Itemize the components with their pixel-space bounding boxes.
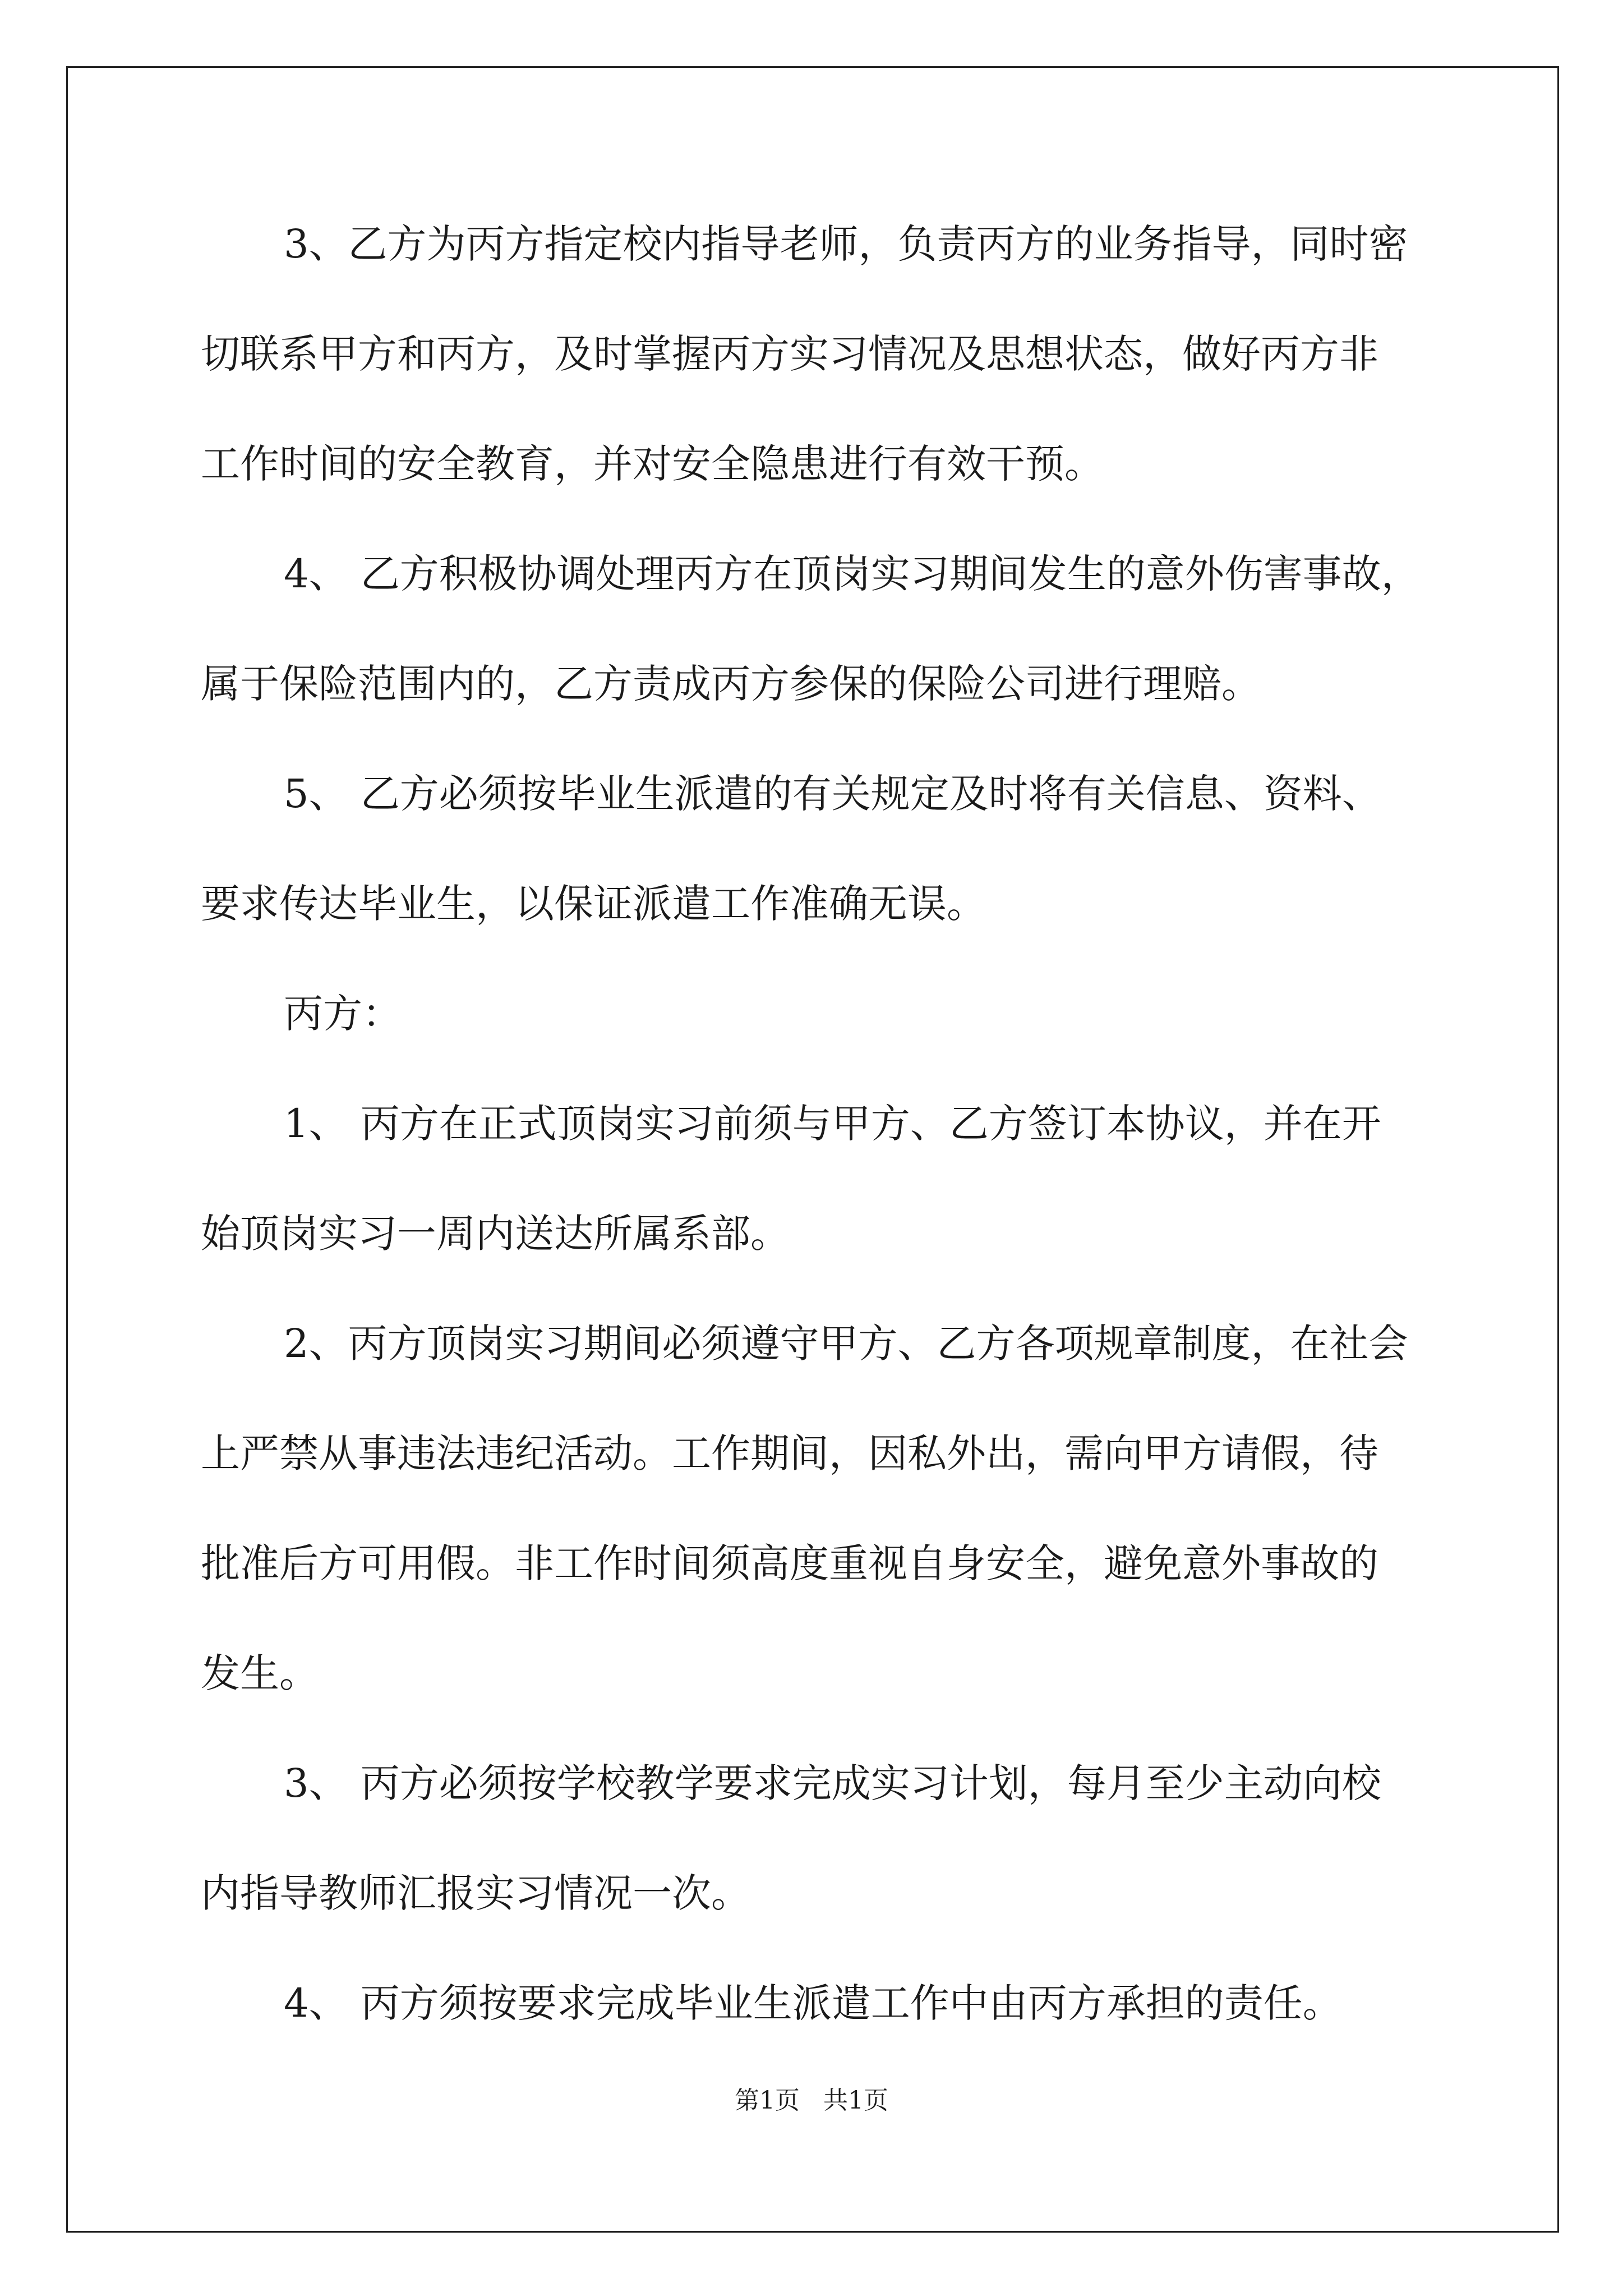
paragraph-line: 2、丙方顶岗实习期间必须遵守甲方、乙方各项规章制度，在社会 — [284, 1320, 1408, 1366]
document-body — [201, 221, 1429, 2093]
page-number-footer: 第1页 共1页 — [735, 2086, 888, 2115]
paragraph-line: 切联系甲方和丙方，及时掌握丙方实习情况及思想状态，做好丙方非 — [201, 331, 1378, 377]
paragraph-line: 4、 乙方积极协调处理丙方在顶岗实习期间发生的意外伤害事故， — [284, 551, 1421, 597]
paragraph-line: 批准后方可用假。非工作时间须高度重视自身安全，避免意外事故的 — [201, 1540, 1378, 1586]
paragraph-line: 4、 丙方须按要求完成毕业生派遣工作中由丙方承担的责任。 — [284, 1980, 1342, 2026]
paragraph-line: 上严禁从事违法违纪活动。工作期间，因私外出，需向甲方请假，待 — [201, 1430, 1378, 1476]
paragraph-line: 1、 丙方在正式顶岗实习前须与甲方、乙方签订本协议，并在开 — [284, 1101, 1381, 1147]
paragraph-line: 始顶岗实习一周内送达所属系部。 — [201, 1211, 790, 1257]
paragraph-line: 工作时间的安全教育，并对安全隐患进行有效干预。 — [201, 441, 1104, 487]
paragraph-line: 3、乙方为丙方指定校内指导老师，负责丙方的业务指导，同时密 — [284, 221, 1408, 267]
paragraph-line: 内指导教师汇报实习情况一次。 — [201, 1870, 750, 1916]
paragraph-line: 3、 丙方必须按学校教学要求完成实习计划，每月至少主动向校 — [284, 1760, 1381, 1806]
paragraph-line: 要求传达毕业生，以保证派遣工作准确无误。 — [201, 881, 986, 927]
paragraph-line: 5、 乙方必须按毕业生派遣的有关规定及时将有关信息、资料、 — [284, 771, 1381, 817]
paragraph-line: 发生。 — [201, 1650, 319, 1696]
paragraph-line: 属于保险范围内的，乙方责成丙方参保的保险公司进行理赔。 — [201, 661, 1261, 707]
section-heading: 丙方： — [284, 991, 402, 1037]
